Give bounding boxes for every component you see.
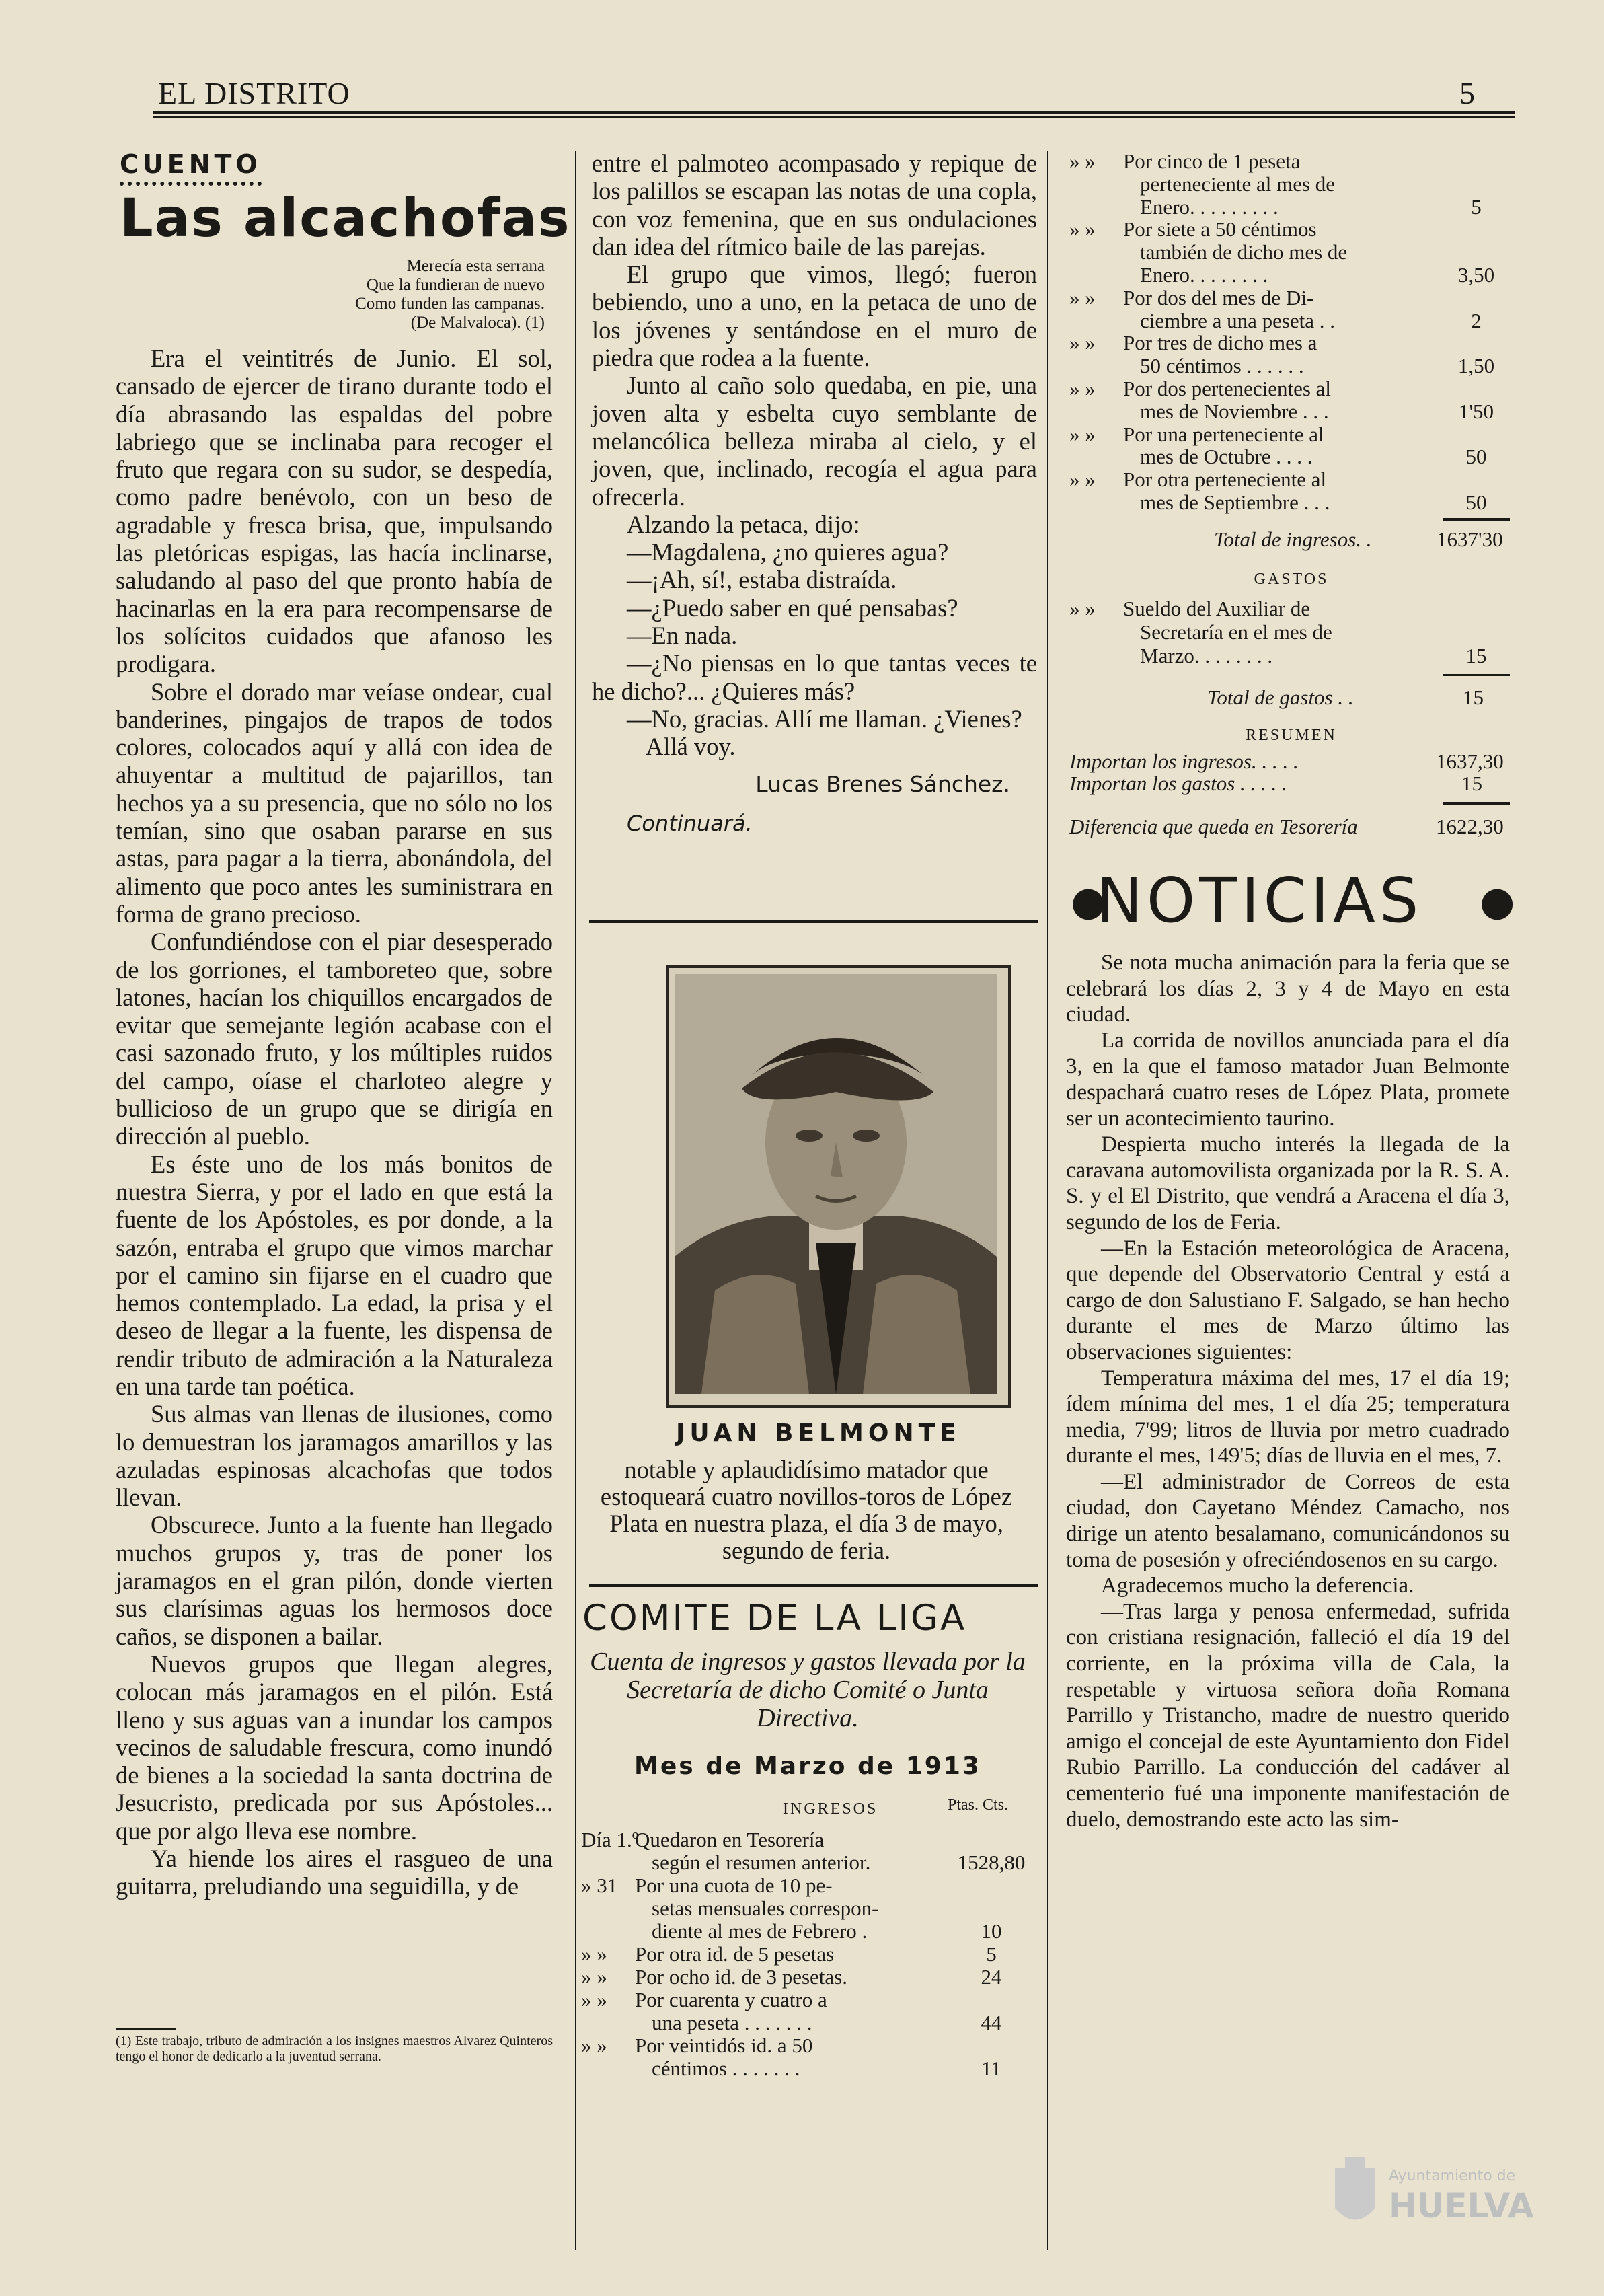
portrait-photo [675, 974, 997, 1394]
ledger-value: 50 [1465, 445, 1487, 469]
news-paragraph: Agradecemos mucho la deferencia. [1101, 1573, 1414, 1598]
ledger-value: 3,50 [1457, 263, 1495, 287]
ledger-text: Por siete a 50 céntimos [1123, 217, 1317, 242]
ledger-date: » » [1069, 468, 1096, 492]
ledger-value: 1,50 [1457, 354, 1495, 378]
ledger-gastos [1069, 597, 1513, 671]
noticias-title: NOTICIAS [1096, 864, 1423, 936]
section-label: CUENTO [120, 149, 262, 186]
paragraph: Nuevos grupos que llegan alegres, colocan más jaramagos en el pilón. Está lleno y sus aguas van a inundar los campos vecinos de saludable frescura, como inundó de bienes a la sociedad la santa doctrina de Jesucristo, predicada por sus Apóstoles... que por algo lleva ese nombre. [116, 1650, 553, 1845]
paragraph: Junto al caño solo quedaba, en pie, una joven alta y esbelta cuyo semblante de melancólica belleza miraba al cielo, y el joven, que, inclinado, recogía el agua para ofrecerla. [592, 371, 1037, 511]
header-rule-thin [153, 116, 1515, 118]
ledger-date: » » [1069, 597, 1096, 620]
total-rule [1443, 518, 1510, 521]
ledger-value: 5 [986, 1942, 997, 1966]
dialogue-line: —¡Ah, sí!, estaba distraída. [627, 566, 897, 594]
ledger-value: 5 [1471, 194, 1482, 219]
news-paragraph: —En la Estación meteorológica de Aracena, que depende del Observatorio Central y está a cargo de don Salustiano F. Salgado, se han hecho durante el mes de Marzo último las observaciones siguientes: [1066, 1236, 1510, 1364]
ledger-text: Por otra perteneciente al [1123, 468, 1327, 492]
importan-ingresos-label: Importan los ingresos. . . . . [1069, 749, 1299, 773]
total-ingresos-label: Total de ingresos. . [1214, 527, 1372, 551]
epigraph-line: Que la fundieran de nuevo [366, 276, 545, 294]
paragraph: Confundiéndose con el piar desesperado de los gorriones, el tamboreteo que, sobre latones, hacían los chiquillos encargados de evitar que semejante legión acabase con el casi sazonado fruto, y los múltiples ruidos del campo, oíase el charloteo alegre y bullicioso de un grupo que se dirigía en dirección al pueblo. [116, 928, 553, 1150]
running-head: EL DISTRITO [158, 76, 350, 110]
ingresos-header: INGRESOS [783, 1800, 878, 1818]
watermark-line2: HUELVA [1389, 2186, 1534, 2225]
ledger-text: Por una cuota de 10 pe- [635, 1874, 833, 1897]
total-rule [1443, 674, 1510, 676]
column-divider-1 [575, 151, 576, 2250]
total-ingresos-value: 1637'30 [1437, 527, 1503, 551]
liga-subtitle: Cuenta de ingresos y gastos llevada por la Secretaría de dicho Comité o Junta Directiva. [590, 1647, 1026, 1732]
ledger-text: Por cuarenta y cuatro a [635, 1988, 827, 2011]
section-rule [589, 1584, 1038, 1587]
watermark [1328, 2141, 1534, 2275]
dialogue-line: —¿Puedo saber en qué pensabas? [627, 593, 958, 622]
diferencia-row [1069, 815, 1513, 842]
ledger-text: Marzo. . . . . . . . [1140, 644, 1273, 667]
ledger-value: 2 [1471, 308, 1482, 332]
ledger-text: mes de Octubre . . . . [1140, 445, 1313, 469]
ledger-text: Por veintidós id. a 50 [635, 2034, 813, 2057]
ledger-date: » » [1069, 217, 1096, 242]
total-ingresos-row [1069, 528, 1513, 555]
ledger-value: 11 [981, 2057, 1001, 2080]
ornament-right: ● [1480, 878, 1515, 925]
dialogue-line: —En nada. [627, 622, 738, 650]
ledger-value: 24 [981, 1965, 1002, 1989]
epigraph-line: Como funden las campanas. [355, 295, 545, 313]
epigraph [323, 257, 545, 332]
ledger-text: Quedaron en Tesorería [635, 1828, 825, 1851]
dialogue-line: —¿No piensas en lo que tantas veces te he dicho?... ¿Quieres más? [592, 649, 1037, 705]
dialogue-line: —Magdalena, ¿no quieres agua? [627, 538, 949, 566]
gastos-header: GASTOS [1254, 570, 1329, 588]
ledger-date: » » [1069, 149, 1096, 173]
total-gastos-row [1069, 686, 1513, 713]
footnote: (1) Este trabajo, tributo de admiración a los insignes maestros Alvarez Quinteros tengo el honor de dedicarlo a la juventud serrana. [116, 2034, 553, 2064]
ledger-date: Día 1.º [581, 1828, 639, 1851]
story-column-1 [116, 344, 553, 1900]
ledger-text: Por tres de dicho mes a [1123, 331, 1317, 355]
footnote-rule [116, 2028, 176, 2030]
ledger-date: » » [1069, 331, 1096, 355]
ledger-text: Por dos del mes de Di- [1123, 285, 1314, 309]
resumen-header: RESUMEN [1246, 727, 1337, 744]
diferencia-value: 1622,30 [1436, 815, 1504, 838]
story-title: Las alcachofas [120, 188, 571, 249]
ledger-value: 15 [1465, 644, 1487, 667]
ledger-date: » » [1069, 285, 1096, 309]
story-column-2 [592, 149, 1037, 838]
news-paragraph: —Tras larga y penosa enfermedad, sufrida con cristiana resignación, falleció el día 19 del corriente, en la próxima villa de Cala, la respetable y virtuosa señora doña Romana Parrillo y Tristancho, madre de nuestro querido amigo el concejal de este Ayuntamiento don Fidel Rubio Parrillo. La conducción del cadáver al cementerio fué una imponente manifestación de duelo, demostrando este acto las sim- [1066, 1599, 1510, 1832]
ledger-date: » » [1069, 422, 1096, 446]
liga-title: COMITE DE LA LIGA [582, 1598, 967, 1639]
news-paragraph: Temperatura máxima del mes, 17 el día 19; ídem mínima del mes, 1 el día 25; temperatura media, 7'99; litros de lluvia por metro cuadrado durante el mes, 149'5; días de lluvia en el mes, 7. [1066, 1366, 1510, 1469]
paragraph: El grupo que vimos, llegó; fueron bebiendo, uno a uno, en la petaca de uno de los jóvenes y sentándose en el muro de piedra que rodea a la fuente. [592, 260, 1037, 372]
ledger-date: » 31 [581, 1874, 618, 1897]
diferencia-label: Diferencia que queda en Tesorería [1069, 815, 1358, 838]
ledger-text: Enero. . . . . . . . . [1140, 194, 1278, 219]
ledger-value: 10 [981, 1919, 1002, 1943]
ledger-date: » » [581, 1965, 607, 1989]
section-rule [589, 920, 1038, 923]
column-divider-2 [1047, 151, 1048, 2250]
epigraph-line: Merecía esta serrana [406, 257, 545, 275]
ledger-text: Por dos pertenecientes al [1123, 377, 1332, 400]
importan-ingresos-value: 1637,30 [1436, 749, 1504, 773]
paragraph: entre el palmoteo acompasado y repique de los palillos se escapan las notas de una copla, con voz femenina, que en sus ondulaciones dan idea del rítmico baile de las parejas. [592, 149, 1037, 260]
resumen-rows [1069, 750, 1513, 804]
ledger-text: según el resumen anterior. [652, 1851, 871, 1874]
paragraph: Obscurece. Junto a la fuente han llegado muchos grupos y, tras de poner los jaramagos en el gran pilón, donde vierten sus clarísimas aguas los hermosos doce caños, se disponen a bailar. [116, 1511, 553, 1650]
ledger-text: una peseta . . . . . . . [652, 2011, 812, 2034]
ledger-text: perteneciente al mes de [1140, 172, 1336, 196]
page-number: 5 [1459, 76, 1475, 110]
ledger-text: Por otra id. de 5 pesetas [635, 1942, 835, 1966]
watermark-line1: Ayuntamiento de [1389, 2168, 1516, 2184]
ledger-text: 50 céntimos . . . . . . [1140, 354, 1304, 378]
ledger-value: 1528,80 [957, 1851, 1026, 1874]
paragraph: Alzando la petaca, dijo: [627, 510, 860, 538]
ledger-text: setas mensuales correspon- [652, 1896, 879, 1920]
ledger-text: Enero. . . . . . . . [1140, 263, 1268, 287]
news-paragraph: La corrida de novillos anunciada para el día 3, en la que el famoso matador Juan Belmonte despachará cuatro reses de López Plata, promete ser un acontecimiento taurino. [1066, 1028, 1510, 1131]
dialogue-line: —No, gracias. Allí me llaman. ¿Vienes? [627, 704, 1022, 733]
paragraph: Ya hiende los aires el rasgueo de una guitarra, preludiando una seguidilla, y de [116, 1845, 553, 1900]
ledger-date: » » [581, 1988, 607, 2011]
ledger-date: » » [581, 1942, 607, 1966]
portrait-illustration [675, 974, 997, 1394]
liga-month: Mes de Marzo de 1913 [634, 1752, 981, 1780]
paragraph: Sus almas van llenas de ilusiones, como lo demuestran los jaramagos amarillos y las azuladas espinosas alcachofas que todos llevan. [116, 1400, 553, 1512]
epigraph-line: (De Malvaloca). (1) [410, 313, 545, 332]
importan-gastos-label: Importan los gastos . . . . . [1069, 772, 1287, 795]
paragraph: Era el veintitrés de Junio. El sol, cansado de ejercer de tirano durante todo el día abrasando las espaldas del pobre labriego que se inclinaba para recoger el fruto que regara con su sudor, se despedía, como padre benévolo, con un beso de agradable y fresca brisa, que, impulsando las pletóricas espigas, las hacía inclinarse, saludando al paso del que pronto había de hacinarlas en la era para recompensarse de los solícitos cuidados que afanoso les prodigara. [116, 344, 553, 678]
ledger-text: Por cinco de 1 peseta [1123, 149, 1301, 173]
ledger-right [1069, 150, 1513, 517]
photo-caption: notable y aplaudidísimo matador que estoqueará cuatro novillos-toros de López Plata en nuestra plaza, el día 3 de mayo, segundo de feria. [600, 1456, 1013, 1564]
ledger-value: 1'50 [1458, 399, 1494, 423]
ledger-text: Secretaría en el mes de [1140, 620, 1332, 644]
units-header: Ptas. Cts. [948, 1796, 1009, 1814]
total-rule [1443, 802, 1510, 805]
header-rule [153, 111, 1515, 114]
news-paragraph: Despierta mucho interés la llegada de la caravana automovilista organizada por la R. S. A. S. y el El Distrito, que vendrá a Aracena el día 3, segundo de los de Feria. [1066, 1132, 1510, 1234]
ledger-text: Por ocho id. de 3 pesetas. [635, 1965, 847, 1989]
ornament-left: ● [1071, 878, 1106, 925]
ledger-date: » » [1069, 377, 1096, 400]
noticias-column [1066, 950, 1510, 1832]
ledger-text: céntimos . . . . . . . [652, 2057, 800, 2080]
ledger-text: Sueldo del Auxiliar de [1123, 597, 1311, 620]
news-paragraph: —El administrador de Correos de esta ciudad, don Cayetano Méndez Camacho, nos dirige un atento besalamano, comunicándonos su toma de posesión y ofreciéndosenos en su cargo. [1066, 1469, 1510, 1572]
ledger-value: 44 [981, 2011, 1002, 2034]
total-gastos-value: 15 [1463, 686, 1484, 709]
author-signature: Lucas Brenes Sánchez. [755, 770, 1010, 797]
ledger-text: mes de Noviembre . . . [1140, 399, 1329, 423]
ledger-text: diente al mes de Febrero . [652, 1919, 868, 1943]
news-paragraph: Se nota mucha animación para la feria que se celebrará los días 2, 3 y 4 de Mayo en esta ciudad. [1066, 951, 1510, 1027]
ledger-text: ciembre a una peseta . . [1140, 308, 1336, 332]
ledger-value: 50 [1465, 490, 1487, 514]
continued-note: Continuará. [627, 810, 753, 836]
paragraph: Es éste uno de los más bonitos de nuestra Sierra, y por el lado en que está la fuente de los Apóstoles, es por donde, a la sazón, entraba el grupo que vimos marchar por el camino sin fijarse en el cuadro que hemos contemplado. La edad, la prisa y el deseo de llegar a la fuente, les dispensa de rendir tributo de admiración a la Naturaleza en una tarde tan poética. [116, 1150, 553, 1400]
dialogue-line: Allá voy. [646, 733, 736, 761]
crest-icon [1328, 2154, 1382, 2235]
ledger-date: » » [581, 2034, 607, 2057]
photo-caption-name: JUAN BELMONTE [676, 1419, 961, 1447]
ledger-text: mes de Septiembre . . . [1140, 490, 1330, 514]
ledger-text: también de dicho mes de [1140, 240, 1348, 264]
ledger-text: Por una perteneciente al [1123, 422, 1324, 446]
total-gastos-label: Total de gastos . . [1207, 686, 1354, 709]
importan-gastos-value: 15 [1461, 772, 1482, 795]
ledger-left [581, 1828, 1035, 2084]
paragraph: Sobre el dorado mar veíase ondear, cual banderines, pingajos de trapos de todos colores, colocados aquí y allá con idea de ahuyentar a multitud de pajarillos, tan hechos ya a su presencia, que no sólo no los temían, sino que osaban pararse en sus astas, para pagar a la tierra, abonándola, del alimento que poco antes les suministrara en forma de grano precioso. [116, 677, 553, 928]
